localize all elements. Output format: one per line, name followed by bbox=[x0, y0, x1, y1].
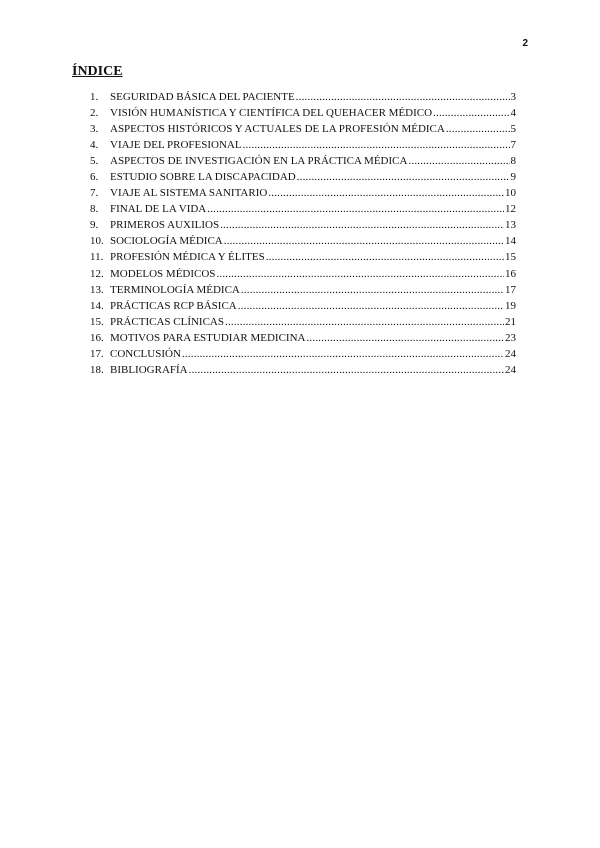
toc-entry[interactable] bbox=[90, 105, 516, 121]
toc-entry-label: PRÁCTICAS CLÍNICAS bbox=[110, 315, 224, 328]
toc-entry[interactable] bbox=[90, 346, 516, 362]
toc-entry-page: 21 bbox=[505, 315, 516, 328]
toc-entry[interactable] bbox=[90, 153, 516, 169]
toc-entry-number: 15. bbox=[90, 315, 104, 328]
toc-entry[interactable] bbox=[90, 217, 516, 233]
toc-entry-label: PROFESIÓN MÉDICA Y ÉLITES bbox=[110, 251, 265, 264]
toc-entry-page: 24 bbox=[505, 364, 516, 377]
toc-entry[interactable] bbox=[90, 362, 516, 378]
toc-entry-page: 4 bbox=[510, 106, 516, 119]
toc-dot-leader bbox=[266, 249, 504, 265]
toc-entry-number: 18. bbox=[90, 364, 104, 377]
toc-entry-label: PRIMEROS AUXILIOS bbox=[110, 219, 220, 232]
toc-entry-page: 9 bbox=[510, 170, 516, 183]
toc-entry-label: TERMINOLOGÍA MÉDICA bbox=[110, 283, 240, 296]
toc-entry-label: MOTIVOS PARA ESTUDIAR MEDICINA bbox=[110, 331, 306, 344]
toc-entry[interactable] bbox=[90, 266, 516, 282]
toc-dot-leader bbox=[238, 298, 504, 314]
toc-entry-number: 17. bbox=[90, 348, 104, 360]
toc-dot-leader bbox=[182, 346, 504, 362]
toc-dot-leader bbox=[297, 169, 510, 185]
toc-entry-number: 12. bbox=[90, 267, 104, 280]
toc-entry-number: 7. bbox=[90, 187, 99, 200]
toc-entry-number: 14. bbox=[90, 299, 104, 312]
toc-entry-page: 16 bbox=[505, 267, 516, 280]
toc-entry-page: 23 bbox=[505, 331, 516, 344]
toc-entry-number: 6. bbox=[90, 170, 99, 183]
toc-entry-page: 17 bbox=[505, 283, 516, 296]
toc-entry[interactable] bbox=[90, 137, 516, 153]
toc-dot-leader bbox=[225, 314, 504, 330]
toc-entry-page: 24 bbox=[505, 348, 516, 360]
toc-title: ÍNDICE bbox=[72, 64, 123, 79]
toc-entry-page: 14 bbox=[505, 235, 516, 248]
toc-entry-number: 9. bbox=[90, 219, 99, 232]
toc-entry-label: SOCIOLOGÍA MÉDICA bbox=[110, 235, 223, 248]
toc-entry-label: VIAJE DEL PROFESIONAL bbox=[110, 138, 242, 151]
toc-entry-label: ESTUDIO SOBRE LA DISCAPACIDAD bbox=[110, 170, 296, 183]
toc-entry-label: VISIÓN HUMANÍSTICA Y CIENTÍFICA DEL QUEHACER MÉDICO bbox=[110, 106, 433, 119]
toc-dot-leader bbox=[216, 266, 504, 282]
toc-entry-number: 1. bbox=[90, 90, 99, 103]
toc-dot-leader bbox=[446, 121, 510, 137]
toc-entry[interactable] bbox=[90, 169, 516, 185]
toc-entry-label: ASPECTOS HISTÓRICOS Y ACTUALES DE LA PROFESIÓN MÉDICA bbox=[110, 122, 445, 135]
toc-entry-label: FINAL DE LA VIDA bbox=[110, 203, 207, 216]
toc-entry-number: 11. bbox=[90, 251, 104, 264]
toc-entry-number: 13. bbox=[90, 283, 104, 296]
toc-entry-page: 3 bbox=[510, 90, 516, 103]
toc-dot-leader bbox=[241, 282, 504, 298]
toc-entry[interactable] bbox=[90, 282, 516, 298]
toc-entry-label: CONCLUSIÓN bbox=[110, 348, 181, 360]
page-number: 2 bbox=[522, 38, 528, 49]
toc-entry[interactable] bbox=[90, 121, 516, 137]
toc-entry-number: 10. bbox=[90, 235, 104, 248]
toc-entry[interactable] bbox=[90, 201, 516, 217]
toc-entry-page: 10 bbox=[505, 187, 516, 200]
toc-dot-leader bbox=[243, 137, 510, 153]
toc-entry-label: SEGURIDAD BÁSICA DEL PACIENTE bbox=[110, 90, 295, 103]
toc-entry[interactable] bbox=[90, 89, 516, 105]
toc-entry-page: 12 bbox=[505, 203, 516, 216]
toc-dot-leader bbox=[296, 89, 510, 105]
toc-list bbox=[90, 89, 516, 379]
toc-entry-page: 7 bbox=[510, 138, 516, 151]
toc-dot-leader bbox=[224, 233, 504, 249]
toc-entry-number: 8. bbox=[90, 203, 99, 216]
toc-dot-leader bbox=[268, 185, 504, 201]
toc-entry-page: 8 bbox=[510, 154, 516, 167]
toc-dot-leader bbox=[408, 153, 509, 169]
toc-dot-leader bbox=[220, 217, 504, 233]
toc-entry-page: 5 bbox=[510, 122, 516, 135]
toc-entry[interactable] bbox=[90, 330, 516, 346]
toc-entry-number: 16. bbox=[90, 331, 104, 344]
toc-dot-leader bbox=[189, 362, 504, 378]
toc-entry[interactable] bbox=[90, 314, 516, 330]
toc-entry-page: 19 bbox=[505, 299, 516, 312]
toc-entry-number: 2. bbox=[90, 106, 99, 119]
toc-entry[interactable] bbox=[90, 233, 516, 249]
toc-entry-label: VIAJE AL SISTEMA SANITARIO bbox=[110, 187, 268, 200]
toc-entry[interactable] bbox=[90, 298, 516, 314]
toc-entry-label: ASPECTOS DE INVESTIGACIÓN EN LA PRÁCTICA MÉDICA bbox=[110, 154, 408, 167]
toc-entry-label: MODELOS MÉDICOS bbox=[110, 267, 216, 280]
toc-entry-label: BIBLIOGRAFÍA bbox=[110, 364, 188, 377]
toc-entry[interactable] bbox=[90, 185, 516, 201]
toc-entry-number: 5. bbox=[90, 154, 99, 167]
toc-entry-number: 3. bbox=[90, 122, 99, 135]
toc-dot-leader bbox=[433, 105, 509, 121]
toc-dot-leader bbox=[207, 201, 504, 217]
toc-entry-label: PRÁCTICAS RCP BÁSICA bbox=[110, 299, 237, 312]
toc-entry-page: 15 bbox=[505, 251, 516, 264]
toc-entry-number: 4. bbox=[90, 138, 99, 151]
toc-dot-leader bbox=[306, 330, 504, 346]
toc-entry[interactable] bbox=[90, 249, 516, 265]
toc-entry-page: 13 bbox=[505, 219, 516, 232]
